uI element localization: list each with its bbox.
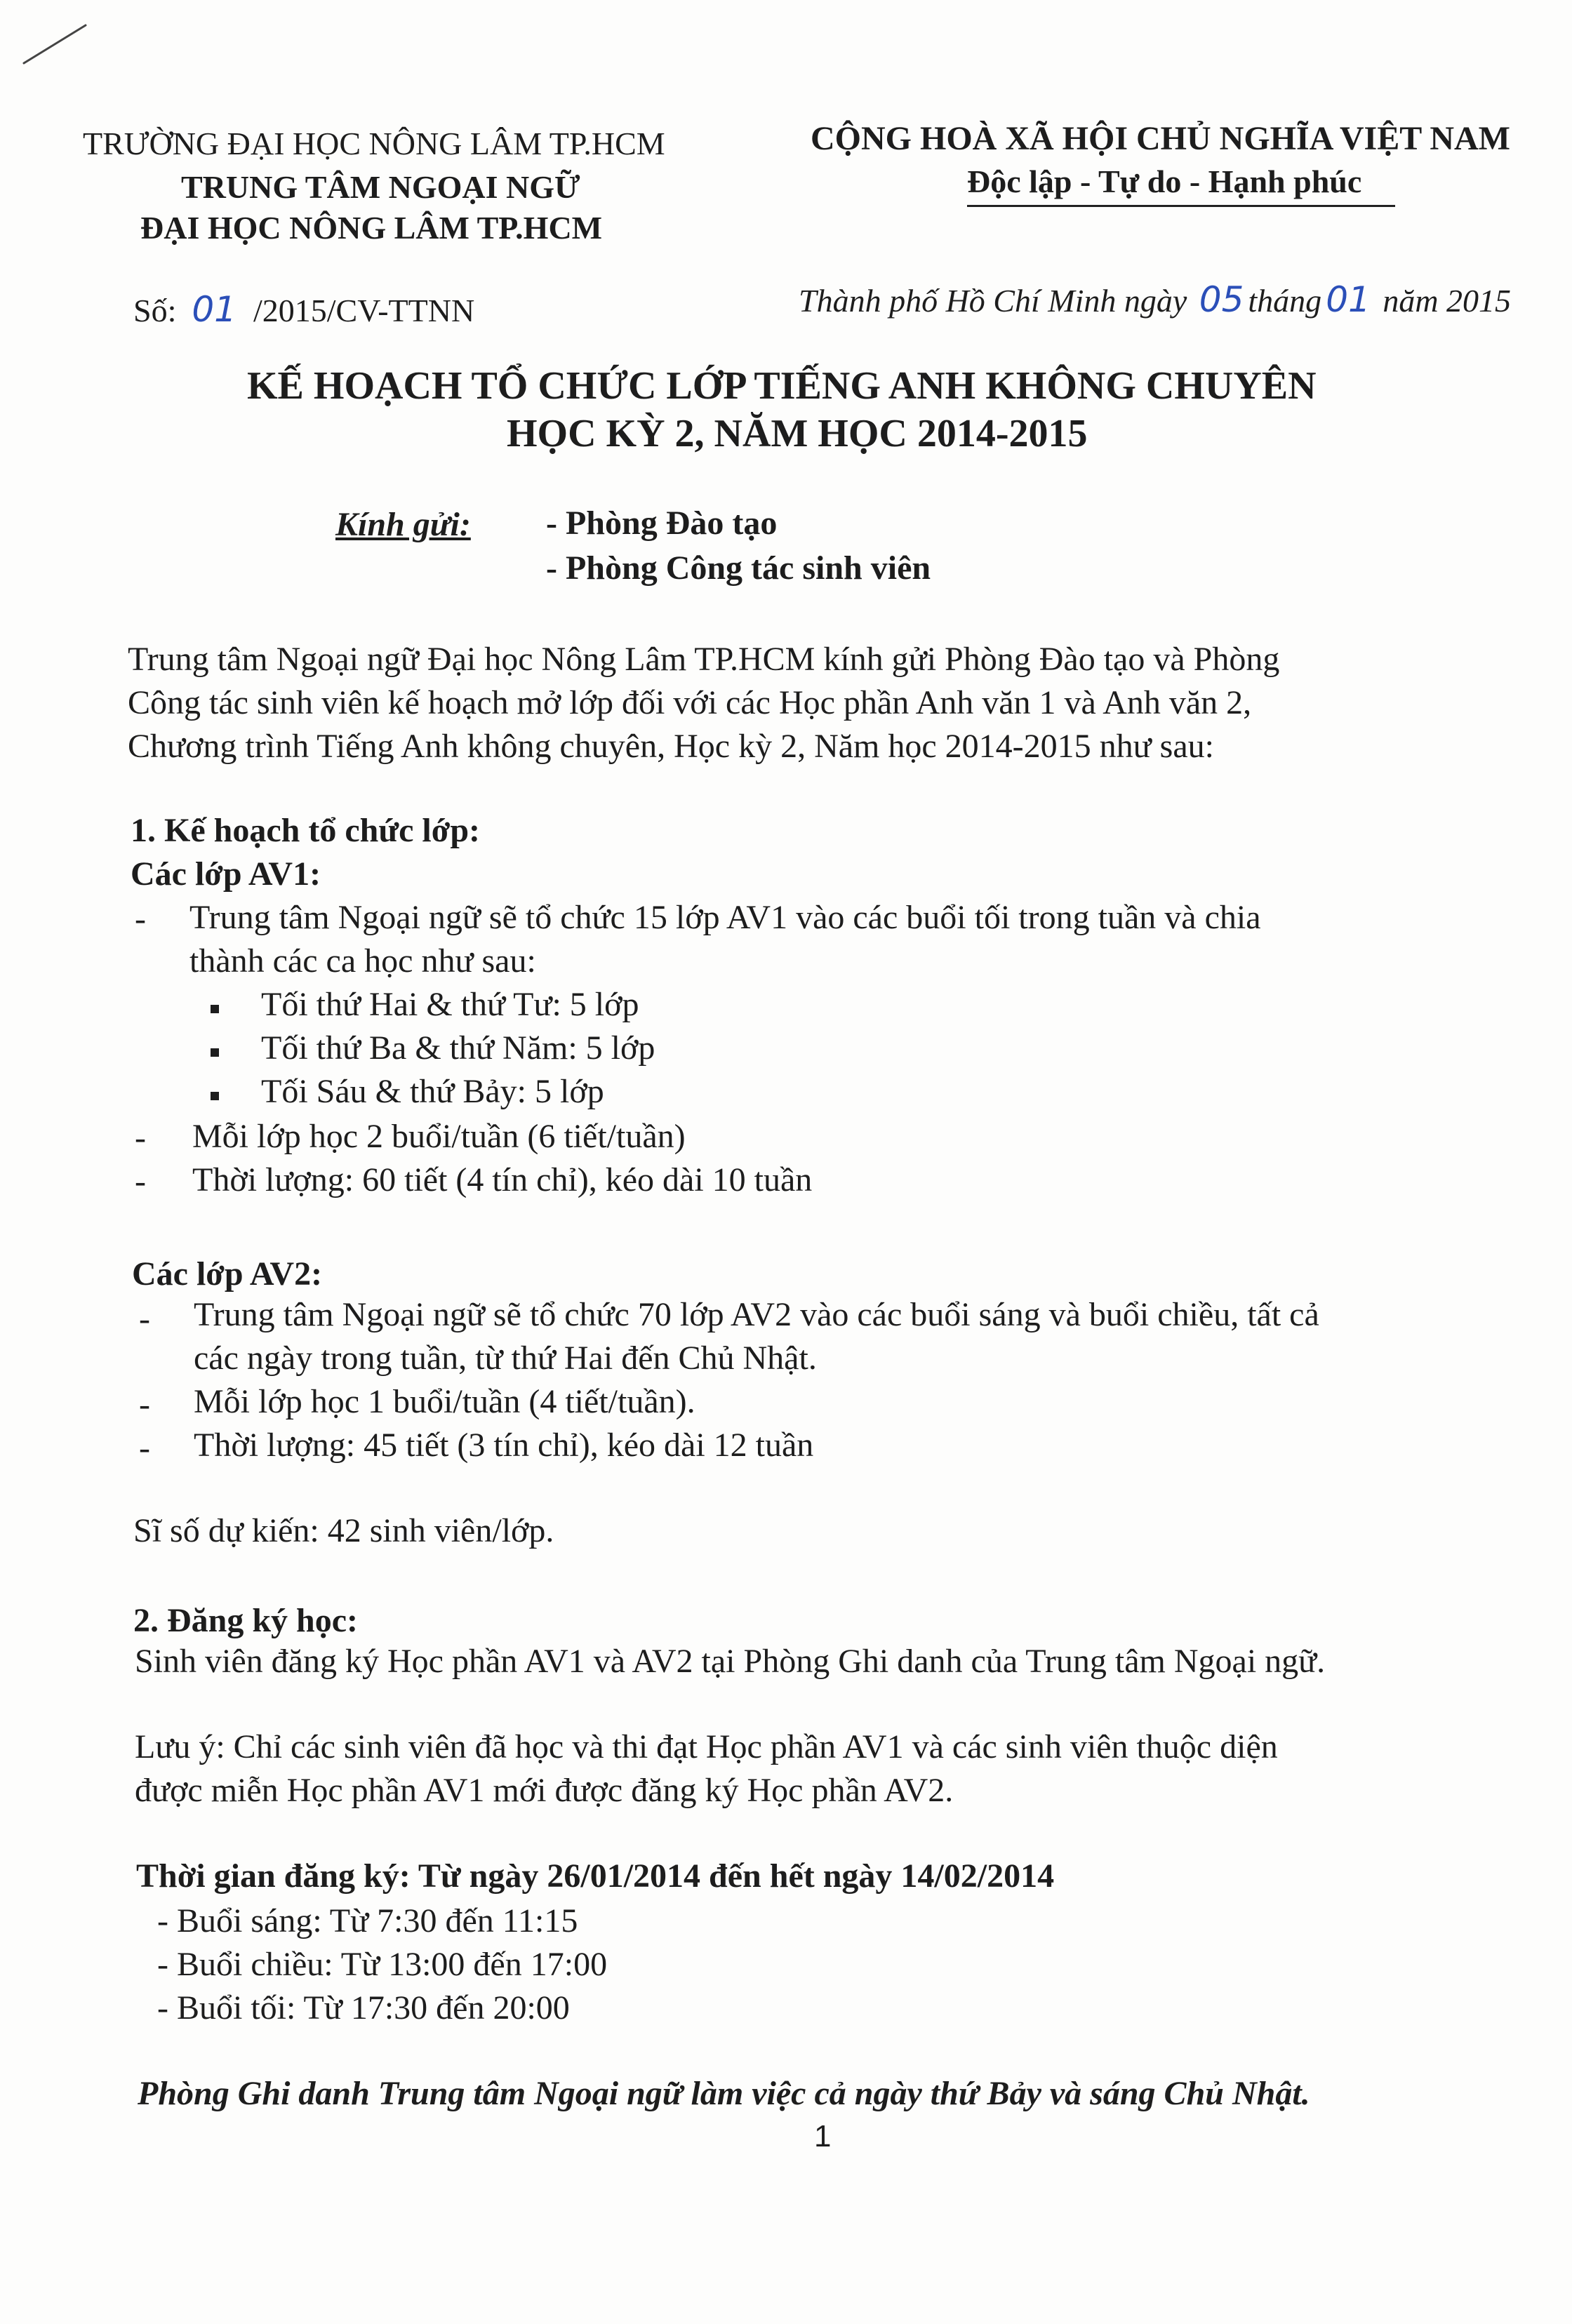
intro-line: Trung tâm Ngoại ngữ Đại học Nông Lâm TP.HCM kính gửi Phòng Đào tạo và Phòng [128,641,1280,678]
org-line-center: TRUNG TÂM NGOẠI NGỮ [181,169,580,205]
registration-period: Thời gian đăng ký: Từ ngày 26/01/2014 đến hết ngày 14/02/2014 [136,1857,1055,1895]
av1-item-classes: Trung tâm Ngoại ngữ sẽ tổ chức 15 lớp AV1 vào các buổi tối trong tuần và chia [189,899,1261,936]
registration-note-cont: được miễn Học phần AV1 mới được đăng ký Học phần AV2. [135,1772,954,1809]
square-bullet [211,1048,219,1057]
dash-bullet: - [139,1386,150,1423]
av2-item-classes-cont: các ngày trong tuần, từ thứ Hai đến Chủ Nhật. [194,1340,817,1377]
av1-schedule-item: Tối thứ Hai & thứ Tư: 5 lớp [261,986,639,1023]
date-month-label: tháng [1248,283,1322,319]
date-prefix: Thành phố Hồ Chí Minh ngày [799,283,1187,319]
dash-bullet: - [135,1119,146,1156]
class-size-note: Sĩ số dự kiến: 42 sinh viên/lớp. [133,1512,554,1549]
ref-suffix: /2015/CV-TTNN [253,293,475,328]
ref-prefix: Số: [133,293,177,328]
section1-heading: 1. Kế hoạch tổ chức lớp: [131,812,481,849]
document-date [799,279,1511,320]
registration-note: Lưu ý: Chỉ các sinh viên đã học và thi đạt Học phần AV1 và các sinh viên thuộc diện [135,1728,1278,1765]
dash-bullet: - [139,1429,150,1467]
page-number: 1 [814,2119,832,2153]
pen-stroke-mark [21,20,91,69]
square-bullet [211,1092,219,1100]
av2-item-duration: Thời lượng: 45 tiết (3 tín chỉ), kéo dài 12 tuần [194,1427,814,1464]
date-year: năm 2015 [1383,283,1512,319]
ref-handwritten-number: 01 [192,289,237,330]
intro-line: Chương trình Tiếng Anh không chuyên, Học kỳ 2, Năm học 2014-2015 như sau: [128,728,1214,765]
date-handwritten-day: 05 [1199,279,1244,320]
av2-item-classes: Trung tâm Ngoại ngữ sẽ tổ chức 70 lớp AV2 vào các buổi sáng và buổi chiều, tất cả [194,1296,1319,1333]
session-time: - Buổi chiều: Từ 13:00 đến 17:00 [157,1946,608,1983]
av1-item-sessions: Mỗi lớp học 2 buổi/tuần (6 tiết/tuần) [192,1118,686,1155]
reference-number [133,289,474,330]
dash-bullet: - [139,1300,150,1337]
recipient-item: - Phòng Công tác sinh viên [546,549,931,587]
av1-schedule-item: Tối thứ Ba & thứ Năm: 5 lớp [261,1029,655,1067]
av2-heading: Các lớp AV2: [132,1255,323,1293]
av1-item-classes-cont: thành các ca học như sau: [189,942,536,980]
office-hours-note: Phòng Ghi danh Trung tâm Ngoại ngữ làm việc cả ngày thứ Bảy và sáng Chủ Nhật. [138,2075,1310,2112]
org-line-university: TRƯỜNG ĐẠI HỌC NÔNG LÂM TP.HCM [83,126,665,161]
av1-heading: Các lớp AV1: [131,855,321,893]
av2-item-sessions: Mỗi lớp học 1 buổi/tuần (4 tiết/tuần). [194,1383,695,1420]
national-motto: Độc lập - Tự do - Hạnh phúc [967,163,1362,199]
recipients-label: Kính gửi: [335,506,471,543]
motto-underline [967,205,1395,207]
org-line-university-short: ĐẠI HỌC NÔNG LÂM TP.HCM [140,210,603,246]
av1-schedule-item: Tối Sáu & thứ Bảy: 5 lớp [261,1073,604,1110]
registration-text: Sinh viên đăng ký Học phần AV1 và AV2 tại Phòng Ghi danh của Trung tâm Ngoại ngữ. [135,1643,1326,1680]
recipient-item: - Phòng Đào tạo [546,505,778,542]
intro-line: Công tác sinh viên kế hoạch mở lớp đối với các Học phần Anh văn 1 và Anh văn 2, [128,684,1252,721]
dash-bullet: - [135,1163,146,1200]
document-title: KẾ HOẠCH TỔ CHỨC LỚP TIẾNG ANH KHÔNG CHUYÊN [247,364,1317,408]
date-handwritten-month: 01 [1326,279,1371,320]
document-subtitle: HỌC KỲ 2, NĂM HỌC 2014-2015 [507,412,1088,455]
av1-item-duration: Thời lượng: 60 tiết (4 tín chỉ), kéo dài 10 tuần [192,1161,813,1198]
session-time: - Buổi tối: Từ 17:30 đến 20:00 [157,1989,570,2026]
dash-bullet: - [135,900,146,937]
section2-heading: 2. Đăng ký học: [133,1602,359,1639]
session-time: - Buổi sáng: Từ 7:30 đến 11:15 [157,1902,578,1939]
national-title: CỘNG HOÀ XÃ HỘI CHỦ NGHĨA VIỆT NAM [811,120,1510,157]
square-bullet [211,1005,219,1013]
